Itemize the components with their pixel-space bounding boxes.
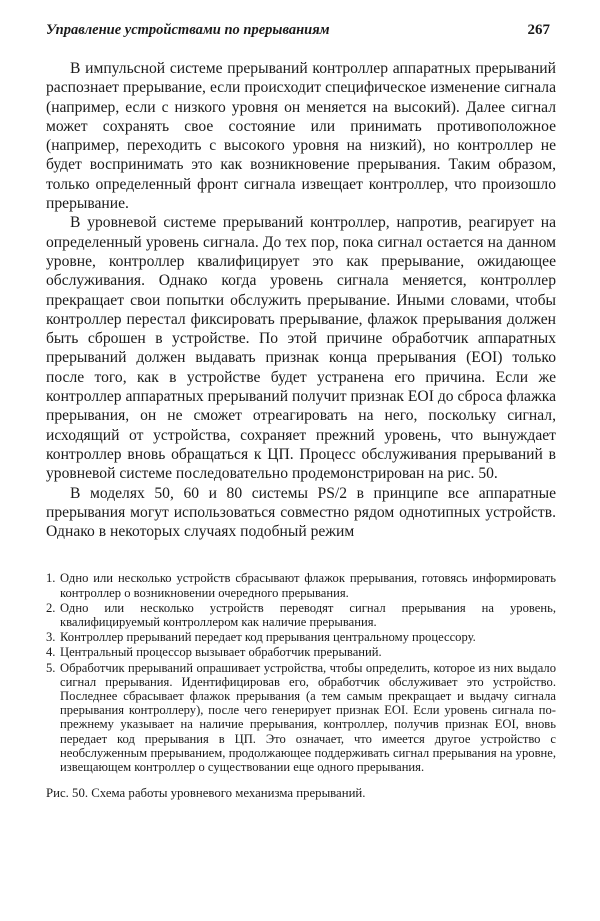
- step-text: Обработчик прерываний опрашивает устройства, чтобы определить, которое из них выдало сигнал прерывания. Идентифицировав его, обработчик обслуживает это устройство. Последнее сбрасывает флажок прерывания (а тем самым прекращает и выдачу сигнала прерывания контроллеру), после чего генерирует признак EOI. Если уровень сигнала по-прежнему указывает на наличие прерывания, контроллер, получив признак EOI, вновь передает код прерывания в ЦП. Это означает, что имеется другое устройство с необслуженным прерыванием, продолжающее поддерживать сигнал прерывания на уровне, извещающем контроллер о существовании еще одного прерывания.: [60, 660, 556, 775]
- figure-step: [46, 571, 556, 599]
- figure-caption: Рис. 50. Схема работы уровневого механизма прерываний.: [46, 786, 366, 801]
- step-number: 1.: [46, 571, 56, 586]
- figure-step: [46, 601, 556, 629]
- paragraph: В импульсной системе прерываний контроллер аппаратных прерываний распознает прерывание, если происходит специфическое изменение сигнала (например, если с низкого уровня он меняется на высокий). Далее сигнал может сохранять свое состояние или принимать противоположное (например, переходить с высокого уровня на низкий), но контроллер не будет воспринимать это как возникновение прерывания. Таким образом, только определенный фронт сигнала извещает контроллер, что произошло прерывание.: [46, 60, 556, 213]
- figure-step: [46, 630, 556, 644]
- step-number: 5.: [46, 660, 56, 675]
- running-head: [46, 22, 556, 39]
- step-number: 3.: [46, 630, 56, 645]
- body-text: [46, 59, 556, 541]
- step-text: Контроллер прерываний передает код прерывания центральному процессору.: [60, 630, 476, 645]
- paragraph: В моделях 50, 60 и 80 системы PS/2 в принципе все аппаратные прерывания могут использоваться совместно рядом однотипных устройств. Однако в некоторых случаях подобный режим: [46, 484, 556, 541]
- figure-step: [46, 645, 556, 659]
- figure-step: [46, 661, 556, 775]
- step-text: Центральный процессор вызывает обработчик прерываний.: [60, 645, 382, 660]
- step-number: 4.: [46, 645, 56, 660]
- step-number: 2.: [46, 600, 56, 615]
- page-number: 267: [527, 22, 550, 38]
- step-text: Одно или несколько устройств переводят сигнал прерывания на уровень, квалифицируемый контроллером как наличие прерывания.: [60, 600, 556, 630]
- step-text: Одно или несколько устройств сбрасывают флажок прерывания, готовясь информировать контроллер о возникновении очередного прерывания.: [60, 571, 556, 600]
- running-title: Управление устройствами по прерываниям: [46, 22, 330, 38]
- figure-50: [46, 571, 556, 801]
- figure-step-list: [46, 571, 556, 774]
- paragraph: В уровневой системе прерываний контроллер, напротив, реагирует на определенный уровень сигнала. До тех пор, пока сигнал остается на данном уровне, контроллер квалифицирует это как прерывание, ожидающее обслуживания. Однако когда уровень сигнала меняется, контроллер прекращает свои попытки обслужить прерывание. Иными словами, чтобы контроллер перестал фиксировать прерывание, флажок прерывания должен быть сброшен в устройстве. По этой причине обработчик аппаратных прерываний должен выдавать признак конца прерывания (EOI) только после того, как в устройстве будет устранена его причина. Если же контроллер аппаратных прерываний получит признак EOI до сброса флажка прерывания, он не сможет отреагировать на него, поскольку сигнал, исходящий от устройства, сохраняет прежний уровень, что вынуждает контроллер вновь обращаться к ЦП. Процесс обслуживания прерываний в уровневой системе последовательно продемонстрирован на рис. 50.: [46, 214, 556, 483]
